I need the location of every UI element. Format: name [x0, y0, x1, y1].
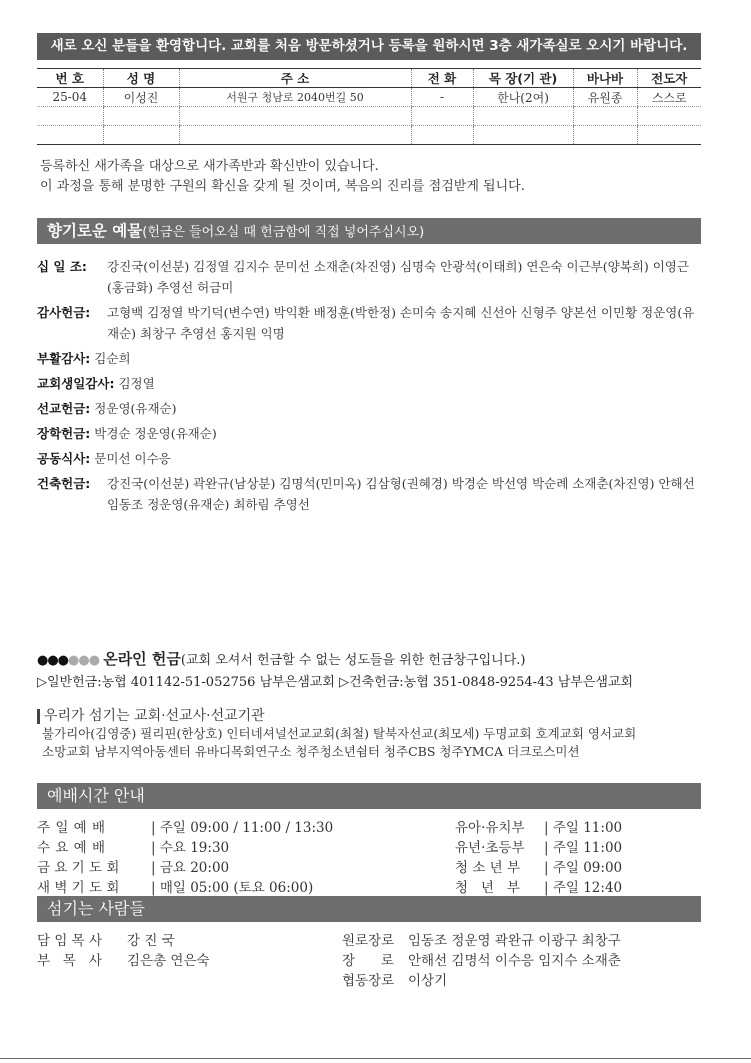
mission-title: 우리가 섬기는 교회·선교사·선교기관	[44, 708, 265, 724]
offering-subtitle: (헌금은 들어오실 때 헌금함에 직접 넣어주십시오)	[142, 225, 425, 240]
offering-names: 강진국(이선분) 곽완규(남상분) 김명석(민미옥) 김삼형(권혜경) 박경순 박선영 박순례 소재춘(차진영) 안해선 임동조 정운영(유재순) 최하림 추영선	[107, 476, 695, 512]
servants-right	[342, 931, 621, 991]
offering-names: 강진국(이선분) 김정열 김지수 문미선 소재춘(차진영) 심명숙 안광석(이태희) 연은숙 이근부(양복희) 이영근(홍금화) 추영선 허금미	[107, 259, 689, 295]
worship-item: 금 요 기 도 회 | 금요 20:00	[37, 860, 230, 876]
offering-names: 김정열	[118, 376, 155, 391]
table-header-row	[37, 69, 701, 88]
registration-table	[37, 68, 701, 145]
offering-section-header	[37, 218, 701, 244]
table-cell	[573, 126, 637, 145]
offering-names: 고형백 김정열 박기덕(변수연) 박익환 배정훈(박한정) 손미숙 송지혜 신선아 신형주 양본선 이민황 정운영(유재순) 최창구 추영선 홍지원 익명	[107, 305, 695, 341]
online-offering-subtitle: (교회 오셔서 헌금할 수 없는 성도들을 위한 헌금창구입니다.)	[180, 653, 526, 668]
col-evangelist: 전도자	[637, 69, 701, 88]
table-cell: 이성진	[103, 88, 179, 107]
worship-times-left	[37, 818, 333, 898]
new-family-note	[40, 157, 525, 197]
table-cell: -	[411, 88, 473, 107]
offering-item	[37, 398, 701, 419]
table-cell	[473, 126, 573, 145]
col-group: 목 장(기 관)	[473, 69, 573, 88]
table-cell	[179, 107, 411, 126]
worship-item: 청 소 년 부 | 주일 09:00	[455, 860, 623, 876]
table-row	[37, 88, 701, 107]
offering-item	[37, 423, 701, 444]
offering-item	[37, 448, 701, 469]
worship-item: 청 년 부 | 주일 12:40	[455, 880, 623, 896]
servant-item: 원로장로 임동조 정운영 곽완규 이광구 최창구	[342, 933, 621, 949]
note-line: 이 과정을 통해 분명한 구원의 확신을 갖게 될 것이며, 복음의 진리를 점검받게 됩니다.	[40, 179, 525, 194]
online-offering	[37, 648, 633, 694]
offering-names: 정운영(유재순)	[94, 401, 177, 416]
offering-list	[37, 256, 701, 519]
table-cell	[637, 107, 701, 126]
worship-section-header	[37, 783, 701, 809]
footer-divider	[0, 1058, 751, 1059]
table-cell: 서원구 청남로 2040번길 50	[179, 88, 411, 107]
table-cell: 스스로	[637, 88, 701, 107]
table-cell	[37, 107, 103, 126]
dots-icon: ●●●●●●	[37, 653, 100, 668]
servants-section-header	[37, 896, 701, 922]
table-cell	[637, 126, 701, 145]
table-cell: 한나(2여)	[473, 88, 573, 107]
worship-item: 주 일 예 배 | 주일 09:00 / 11:00 / 13:30	[37, 820, 334, 836]
offering-label: 감사헌금:	[37, 305, 91, 320]
offering-label: 공동식사:	[37, 451, 91, 466]
welcome-banner: 새로 오신 분들을 환영합니다. 교회를 처음 방문하셨거나 등록을 원하시면 3층 새가족실로 오시기 바랍니다.	[37, 33, 701, 60]
offering-label: 교회생일감사:	[37, 376, 115, 391]
offering-names: 김순희	[94, 351, 131, 366]
table-cell	[179, 126, 411, 145]
col-number: 번 호	[37, 69, 103, 88]
offering-label: 선교헌금:	[37, 401, 91, 416]
offering-label: 십 일 조:	[37, 259, 87, 274]
servant-item: 장 로 안해선 김명석 이수응 임지수 소재춘	[342, 953, 621, 969]
servant-item: 협동장로 이상기	[342, 973, 448, 989]
mission-line: 불가리아(김영중) 필리핀(한상호) 인터네셔널선교교회(최철) 탈북자선교(최모세) 두명교회 호계교회 영서교회	[42, 726, 637, 741]
col-name: 성 명	[103, 69, 179, 88]
col-phone: 전 화	[411, 69, 473, 88]
servant-item: 부 목 사 김은총 연은숙	[37, 953, 210, 969]
table-cell	[411, 126, 473, 145]
mission-line: 소망교회 남부지역아동센터 유바디목회연구소 청주청소년쉼터 청주CBS 청주YMCA 더크로스미션	[42, 744, 580, 759]
table-row	[37, 107, 701, 126]
col-address: 주 소	[179, 69, 411, 88]
offering-title: 향기로운 예물	[47, 222, 143, 240]
offering-item	[37, 473, 701, 515]
worship-item: 유아·유치부 | 주일 11:00	[455, 820, 623, 836]
bank-accounts: ▷일반헌금:농협 401142-51-052756 남부은샘교회 ▷건축헌금:농협 351-0848-9254-43 남부은샘교회	[37, 675, 634, 690]
offering-names: 박경순 정운영(유재순)	[94, 426, 217, 441]
table-row	[37, 126, 701, 145]
worship-item: 유년·초등부 | 주일 11:00	[455, 840, 623, 856]
note-line: 등록하신 새가족을 대상으로 새가족반과 확신반이 있습니다.	[40, 159, 379, 174]
col-barnabas: 바나바	[573, 69, 637, 88]
table-cell	[103, 126, 179, 145]
offering-label: 건축헌금:	[37, 476, 91, 491]
table-cell: 유원종	[573, 88, 637, 107]
offering-names: 문미선 이수응	[94, 451, 171, 466]
offering-item	[37, 348, 701, 369]
online-offering-title: 온라인 헌금	[103, 650, 181, 668]
table-cell: 25-04	[37, 88, 103, 107]
table-cell	[473, 107, 573, 126]
worship-times-right	[455, 818, 622, 898]
worship-item: 수 요 예 배 | 수요 19:30	[37, 840, 230, 856]
mission-section	[37, 707, 636, 761]
table-cell	[573, 107, 637, 126]
worship-item: 새 벽 기 도 회 | 매일 05:00 (토요 06:00)	[37, 880, 314, 896]
offering-label: 장학헌금:	[37, 426, 91, 441]
servants-left	[37, 931, 210, 971]
worship-title: 예배시간 안내	[47, 786, 145, 805]
section-bar-icon	[37, 709, 40, 724]
offering-item	[37, 373, 701, 394]
servants-title: 섬기는 사람들	[47, 899, 145, 918]
table-cell	[411, 107, 473, 126]
table-cell	[103, 107, 179, 126]
offering-item	[37, 302, 701, 344]
table-cell	[37, 126, 103, 145]
servant-item: 담 임 목 사 강 진 국	[37, 933, 175, 949]
offering-item	[37, 256, 701, 298]
offering-label: 부활감사:	[37, 351, 91, 366]
